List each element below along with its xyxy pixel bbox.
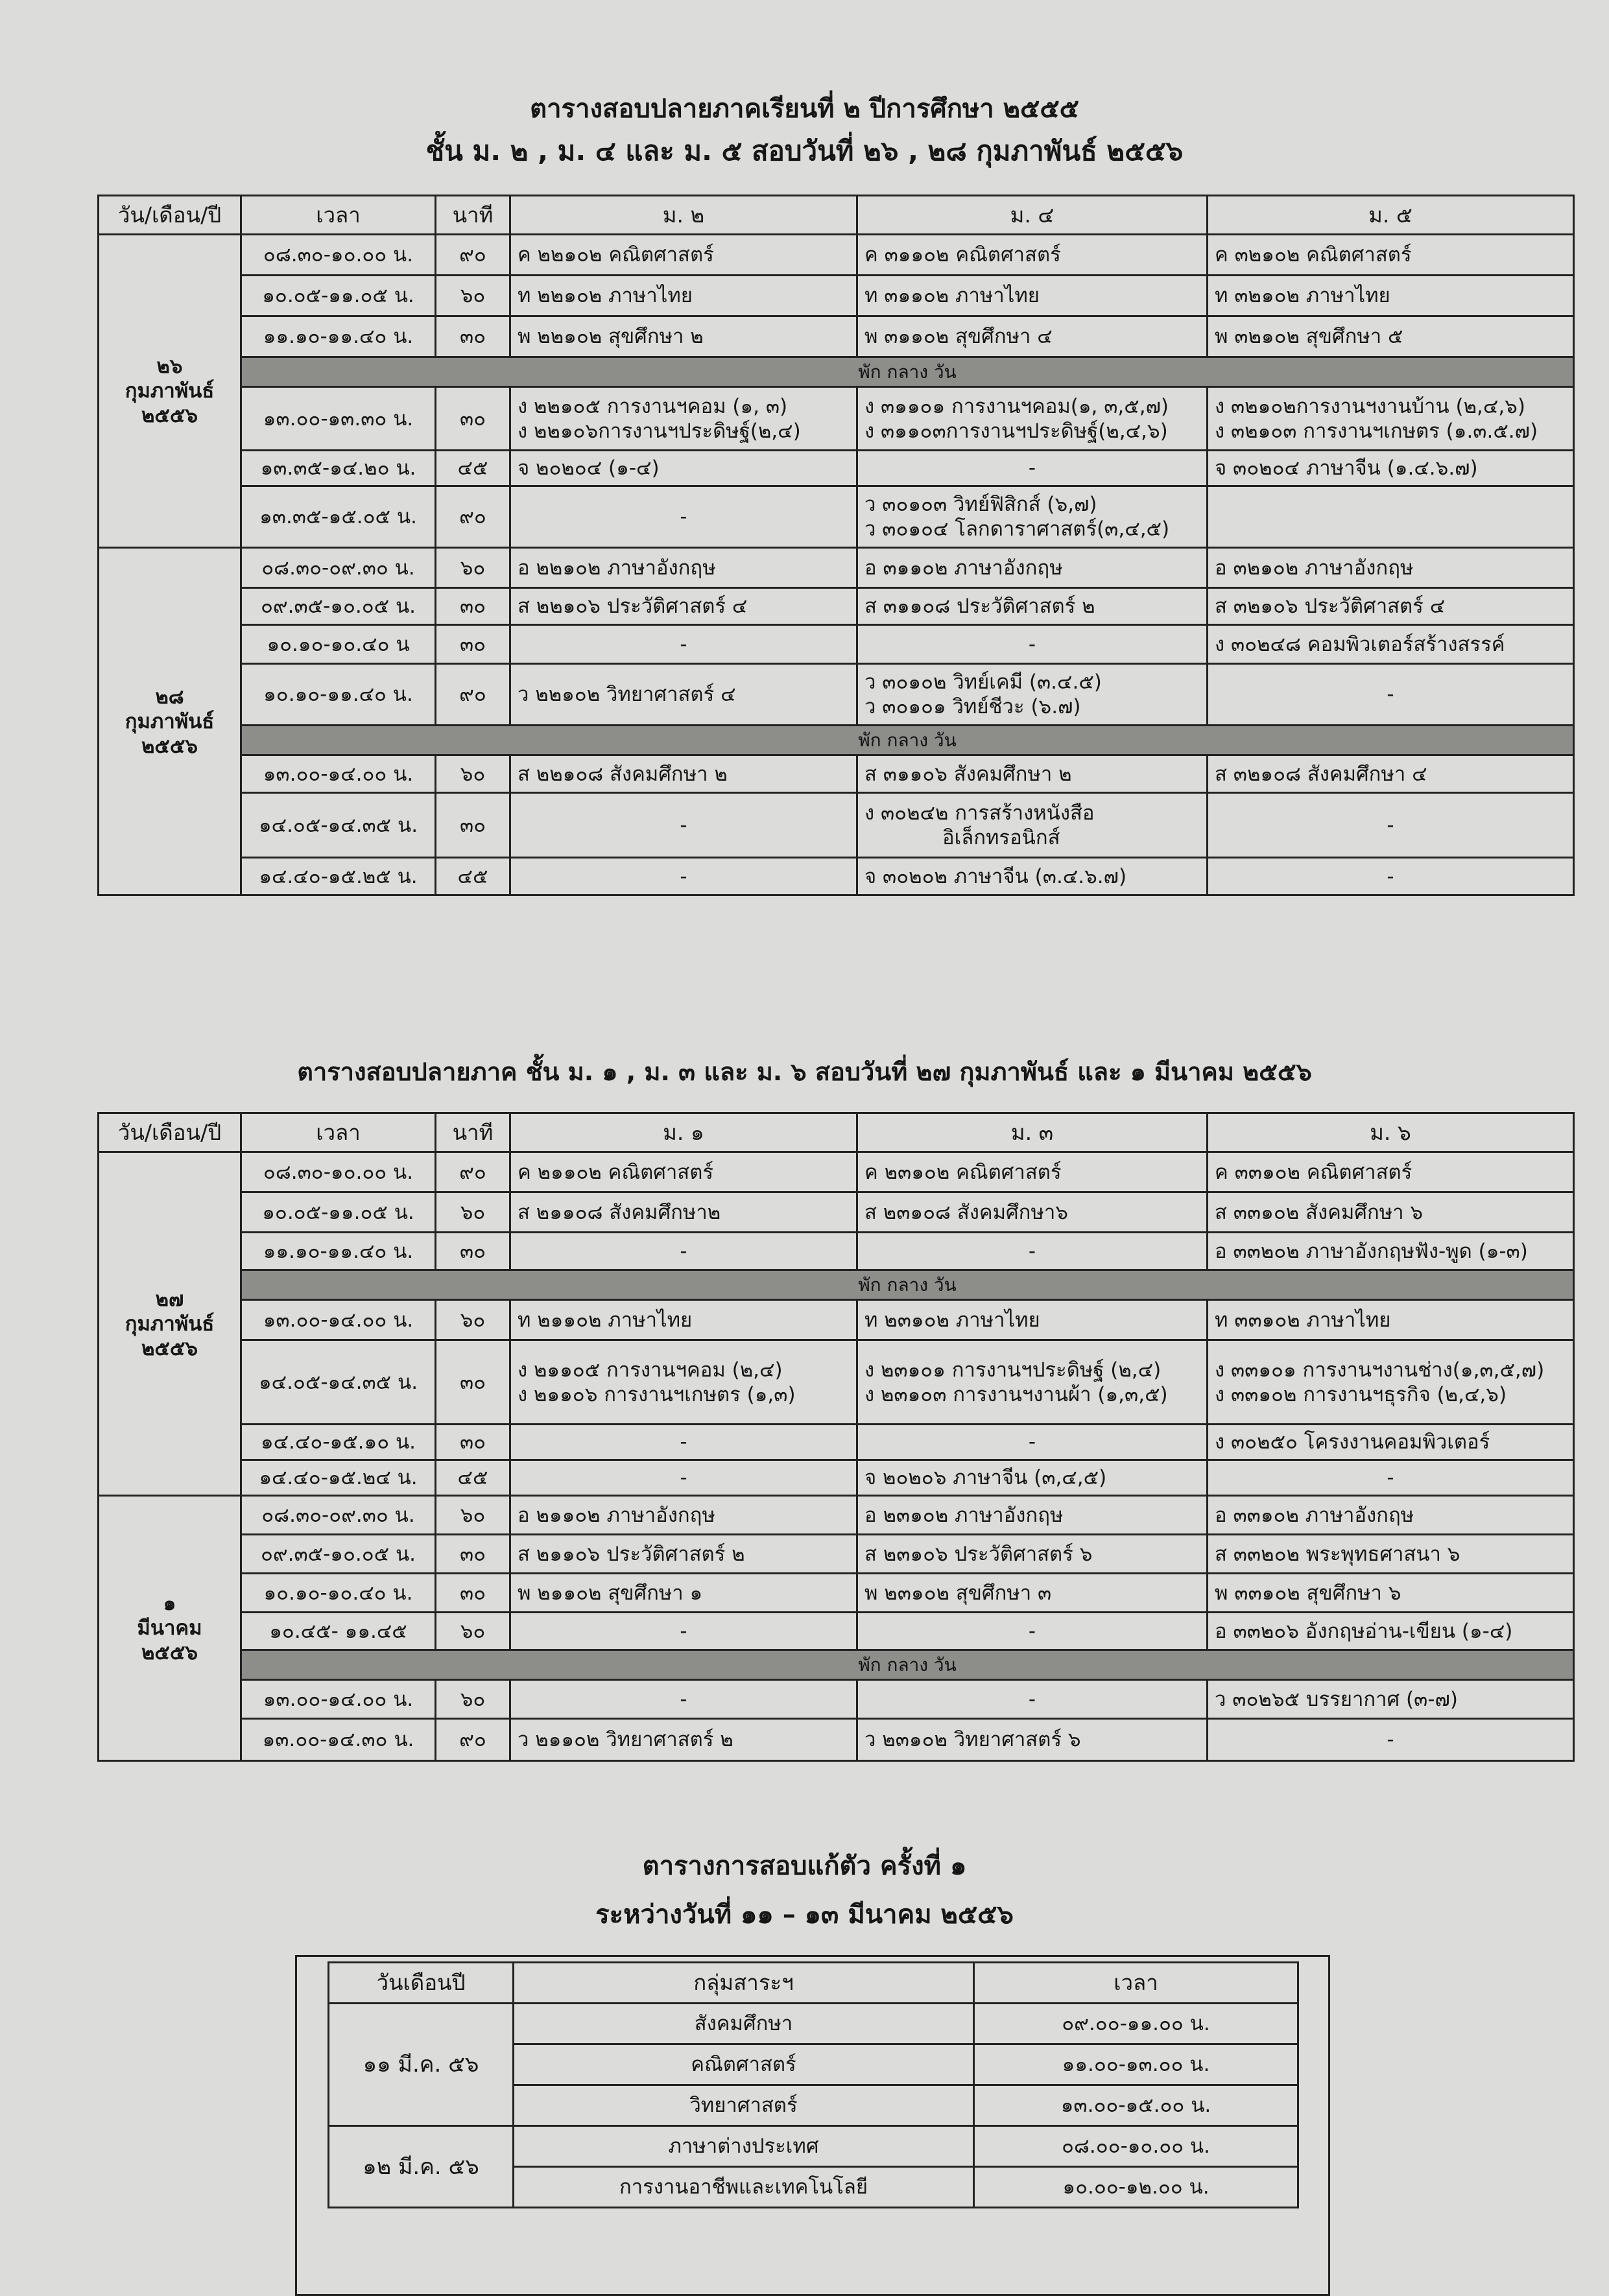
minutes-cell: ๓๐	[436, 1233, 510, 1270]
table3	[328, 1961, 1299, 2208]
minutes-cell: ๓๐	[436, 316, 510, 357]
time-cell: ๑๐.๑๐-๑๐.๔๐ น	[241, 625, 436, 664]
lunch-break-label: พัก กลาง วัน	[241, 726, 1574, 755]
minutes-cell: ๖๐	[436, 548, 510, 588]
table-row	[99, 1192, 1574, 1233]
date-day: ๒๗	[155, 1287, 184, 1311]
subject-cell: -	[510, 1613, 857, 1650]
time-cell: ๑๑.๐๐-๑๓.๐๐ น.	[974, 2044, 1298, 2085]
header-time: เวลา	[974, 1963, 1298, 2004]
subject-cell: ส ๓๓๑๐๒ สังคมศึกษา ๖	[1208, 1192, 1574, 1233]
table2-title: ตารางสอบปลายภาค ชั้น ม. ๑ , ม. ๓ และ ม. ๖ สอบวันที่ ๒๗ กุมภาพันธ์ และ ๑ มีนาคม ๒๕๕๖	[297, 1058, 1312, 1086]
subject-line: ง ๓๓๑๐๑ การงานฯงานช่าง(๑,๓,๕,๗)	[1215, 1358, 1545, 1382]
table3-subtitle: ระหว่างวันที่ ๑๑ – ๑๓ มีนาคม ๒๕๕๖	[595, 1900, 1014, 1930]
date-month: มีนาคม	[137, 1616, 202, 1640]
table-row	[99, 1719, 1574, 1761]
subject-line: ง ๒๒๑๐๕ การงานฯคอม (๑, ๓)	[518, 394, 788, 418]
time-cell: ๑๓.๐๐-๑๓.๓๐ น.	[241, 387, 436, 451]
time-cell: ๑๐.๑๐-๑๑.๔๐ น.	[241, 664, 436, 726]
subject-cell: อ ๓๓๒๐๖ อังกฤษอ่าน-เขียน (๑-๔)	[1208, 1613, 1574, 1650]
date-day: ๑	[163, 1592, 176, 1615]
subject-cell	[857, 793, 1208, 858]
time-cell: ๑๓.๐๐-๑๕.๐๐ น.	[974, 2085, 1298, 2126]
minutes-cell: ๓๐	[436, 793, 510, 858]
subject-cell	[857, 387, 1208, 451]
subject-cell: ว ๒๓๑๐๒ วิทยาศาสตร์ ๖	[857, 1719, 1208, 1761]
subject-group-cell: ภาษาต่างประเทศ	[514, 2126, 974, 2167]
subject-line: ง ๒๑๑๐๖ การงานฯเกษตร (๑,๓)	[518, 1382, 796, 1406]
subject-cell: ค ๒๑๑๐๒ คณิตศาสตร์	[510, 1152, 857, 1192]
subject-line: ว ๓๐๑๐๒ วิทย์เคมี (๓.๔.๕)	[864, 670, 1102, 694]
table-row	[99, 625, 1574, 664]
date-cell: ๑๑ มี.ค. ๕๖	[329, 2004, 514, 2126]
time-cell: ๑๓.๓๕-๑๕.๐๕ น.	[241, 486, 436, 548]
subject-cell: อ ๓๑๑๐๒ ภาษาอังกฤษ	[857, 548, 1208, 588]
minutes-cell: ๓๐	[436, 387, 510, 451]
subject-cell: -	[510, 486, 857, 548]
date-month: กุมภาพันธ์	[125, 1312, 215, 1336]
subject-cell: -	[510, 1680, 857, 1719]
subject-cell: ส ๓๒๑๐๖ ประวัติศาสตร์ ๔	[1208, 588, 1574, 625]
lunch-break-label: พัก กลาง วัน	[241, 1270, 1574, 1300]
time-cell: ๑๐.๐๕-๑๑.๐๕ น.	[241, 1192, 436, 1233]
table-row	[99, 1460, 1574, 1496]
header-m1: ม. ๑	[510, 1113, 857, 1152]
subject-cell: ค ๒๒๑๐๒ คณิตศาสตร์	[510, 235, 857, 276]
subject-cell	[1208, 387, 1574, 451]
time-cell: ๑๔.๐๕-๑๔.๓๕ น.	[241, 793, 436, 858]
subject-cell: ส ๒๓๑๐๖ ประวัติศาสตร์ ๖	[857, 1535, 1208, 1574]
subject-cell: ง ๓๐๒๔๘ คอมพิวเตอร์สร้างสรรค์	[1208, 625, 1574, 664]
subject-cell: -	[1208, 858, 1574, 895]
table1-header	[99, 196, 1574, 235]
subject-line: อิเล็กทรอนิกส์	[942, 825, 1060, 849]
subject-line: ง ๓๒๑๐๒การงานฯงานบ้าน (๒,๔,๖)	[1215, 394, 1525, 418]
table-row	[329, 2126, 1298, 2167]
subject-cell: -	[510, 1460, 857, 1496]
time-cell: ๑๐.๑๐-๑๐.๔๐ น.	[241, 1574, 436, 1613]
subject-cell: ค ๒๓๑๐๒ คณิตศาสตร์	[857, 1152, 1208, 1192]
minutes-cell: ๓๐	[436, 625, 510, 664]
subject-cell: ท ๓๓๑๐๒ ภาษาไทย	[1208, 1300, 1574, 1340]
time-cell: ๑๔.๔๐-๑๕.๒๔ น.	[241, 1460, 436, 1496]
table1-subtitle: ชั้น ม. ๒ , ม. ๔ และ ม. ๕ สอบวันที่ ๒๖ , ๒๘ กุมภาพันธ์ ๒๕๕๖	[425, 135, 1184, 167]
subject-cell: ส ๓๓๒๐๒ พระพุทธศาสนา ๖	[1208, 1535, 1574, 1574]
table-row	[99, 664, 1574, 726]
date-year: ๒๕๕๖	[141, 1336, 198, 1360]
subject-cell: ว ๒๑๑๐๒ วิทยาศาสตร์ ๒	[510, 1719, 857, 1761]
subject-cell: -	[857, 1425, 1208, 1460]
table-row	[99, 755, 1574, 793]
table3-title: ตารางการสอบแก้ตัว ครั้งที่ ๑	[642, 1851, 967, 1881]
time-cell: ๑๔.๔๐-๑๕.๒๕ น.	[241, 858, 436, 895]
table-row	[99, 235, 1574, 276]
minutes-cell: ๙๐	[436, 1719, 510, 1761]
subject-cell: พ ๓๓๑๐๒ สุขศึกษา ๖	[1208, 1574, 1574, 1613]
subject-cell: ท ๓๑๑๐๒ ภาษาไทย	[857, 276, 1208, 316]
subject-cell: พ ๒๓๑๐๒ สุขศึกษา ๓	[857, 1574, 1208, 1613]
header-subject-group: กลุ่มสาระฯ	[514, 1963, 974, 2004]
header-date: วันเดือนปี	[329, 1963, 514, 2004]
date-month: กุมภาพันธ์	[125, 379, 215, 403]
subject-cell: -	[857, 451, 1208, 486]
minutes-cell: ๖๐	[436, 276, 510, 316]
header-time: เวลา	[241, 1113, 436, 1152]
header-time: เวลา	[241, 196, 436, 235]
time-cell: ๑๑.๑๐-๑๑.๔๐ น.	[241, 1233, 436, 1270]
subject-cell: ง ๓๐๒๕๐ โครงงานคอมพิวเตอร์	[1208, 1425, 1574, 1460]
subject-line: ว ๓๐๑๐๑ วิทย์ชีวะ (๖.๗)	[864, 695, 1081, 718]
subject-cell: -	[1208, 1719, 1574, 1761]
subject-cell: ส ๓๑๑๐๖ สังคมศึกษา ๒	[857, 755, 1208, 793]
subject-line: ง ๓๑๑๐๓การงานฯประดิษฐ์(๒,๔,๖)	[864, 419, 1168, 443]
subject-group-cell: สังคมศึกษา	[514, 2004, 974, 2044]
subject-line: ว ๓๐๑๐๓ วิทย์ฟิสิกส์ (๖,๗)	[864, 493, 1097, 516]
subject-cell: -	[1208, 664, 1574, 726]
table2-header	[99, 1113, 1574, 1152]
header-date: วัน/เดือน/ปี	[99, 1113, 241, 1152]
minutes-cell: ๖๐	[436, 1680, 510, 1719]
subject-line: ง ๓๒๑๐๓ การงานฯเกษตร (๑.๓.๕.๗)	[1215, 419, 1538, 443]
minutes-cell: ๙๐	[436, 664, 510, 726]
table-row	[99, 1300, 1574, 1340]
table-row	[99, 316, 1574, 357]
subject-line: ง ๓๐๒๔๒ การสร้างหนังสือ	[864, 801, 1095, 825]
table-row	[99, 858, 1574, 895]
minutes-cell: ๙๐	[436, 486, 510, 548]
table-row	[99, 1233, 1574, 1270]
subject-cell: อ ๒๒๑๐๒ ภาษาอังกฤษ	[510, 548, 857, 588]
minutes-cell: ๖๐	[436, 1613, 510, 1650]
subject-cell: จ ๒๐๒๐๔ (๑-๔)	[510, 451, 857, 486]
subject-cell	[510, 1340, 857, 1425]
subject-cell: ส ๒๑๑๐๘ สังคมศึกษา๒	[510, 1192, 857, 1233]
subject-cell: จ ๓๐๒๐๒ ภาษาจีน (๓.๔.๖.๗)	[857, 858, 1208, 895]
date-cell	[99, 548, 241, 895]
time-cell: ๑๔.๐๕-๑๔.๓๕ น.	[241, 1340, 436, 1425]
minutes-cell: ๖๐	[436, 1496, 510, 1535]
subject-cell: ค ๓๓๑๐๒ คณิตศาสตร์	[1208, 1152, 1574, 1192]
subject-cell: ส ๒๒๑๐๘ สังคมศึกษา ๒	[510, 755, 857, 793]
subject-cell	[857, 486, 1208, 548]
date-year: ๒๕๕๖	[141, 1641, 198, 1664]
time-cell: ๑๔.๔๐-๑๕.๑๐ น.	[241, 1425, 436, 1460]
subject-cell: ค ๓๒๑๐๒ คณิตศาสตร์	[1208, 235, 1574, 276]
subject-cell: -	[510, 1425, 857, 1460]
time-cell: ๑๐.๐๕-๑๑.๐๕ น.	[241, 276, 436, 316]
subject-cell: อ ๒๓๑๐๒ ภาษาอังกฤษ	[857, 1496, 1208, 1535]
subject-cell	[1208, 486, 1574, 548]
subject-line: ว ๓๐๑๐๔ โลกดาราศาสตร์(๓,๔,๕)	[864, 517, 1170, 541]
table-row	[99, 387, 1574, 451]
lunch-break-row	[99, 357, 1574, 387]
subject-cell: ว ๒๒๑๐๒ วิทยาศาสตร์ ๔	[510, 664, 857, 726]
subject-cell: พ ๒๒๑๐๒ สุขศึกษา ๒	[510, 316, 857, 357]
lunch-break-label: พัก กลาง วัน	[241, 1650, 1574, 1680]
date-year: ๒๕๕๖	[141, 734, 198, 758]
table-row	[99, 1496, 1574, 1535]
time-cell: ๐๘.๓๐-๑๐.๐๐ น.	[241, 235, 436, 276]
subject-cell: -	[857, 1680, 1208, 1719]
table-row	[99, 1574, 1574, 1613]
header-m6: ม. ๖	[1208, 1113, 1574, 1152]
lunch-break-row	[99, 726, 1574, 755]
minutes-cell: ๔๕	[436, 1460, 510, 1496]
table-row	[99, 1680, 1574, 1719]
subject-cell: -	[1208, 793, 1574, 858]
minutes-cell: ๓๐	[436, 588, 510, 625]
time-cell: ๐๘.๓๐-๑๐.๐๐ น.	[241, 1152, 436, 1192]
table1	[97, 195, 1575, 896]
header-minutes: นาที	[436, 1113, 510, 1152]
lunch-break-row	[99, 1650, 1574, 1680]
minutes-cell: ๔๕	[436, 858, 510, 895]
subject-cell	[510, 387, 857, 451]
lunch-break-label: พัก กลาง วัน	[241, 357, 1574, 387]
subject-line: ง ๓๓๑๐๒ การงานฯธุรกิจ (๒,๔,๖)	[1215, 1382, 1507, 1406]
subject-cell: ส ๒๓๑๐๘ สังคมศึกษา๖	[857, 1192, 1208, 1233]
date-day: ๒๖	[156, 355, 183, 378]
subject-cell: -	[510, 625, 857, 664]
table-row	[99, 1425, 1574, 1460]
minutes-cell: ๓๐	[436, 1535, 510, 1574]
header-m2: ม. ๒	[510, 196, 857, 235]
subject-cell	[1208, 1340, 1574, 1425]
subject-cell: พ ๓๒๑๐๒ สุขศึกษา ๕	[1208, 316, 1574, 357]
minutes-cell: ๙๐	[436, 235, 510, 276]
table2	[97, 1112, 1575, 1762]
table-row	[99, 588, 1574, 625]
minutes-cell: ๖๐	[436, 755, 510, 793]
header-m5: ม. ๕	[1208, 196, 1574, 235]
subject-cell: พ ๒๑๑๐๒ สุขศึกษา ๑	[510, 1574, 857, 1613]
subject-cell: อ ๒๑๑๐๒ ภาษาอังกฤษ	[510, 1496, 857, 1535]
minutes-cell: ๖๐	[436, 1300, 510, 1340]
table-row	[99, 1613, 1574, 1650]
table-row	[99, 1152, 1574, 1192]
date-cell	[99, 1496, 241, 1761]
minutes-cell: ๓๐	[436, 1340, 510, 1425]
time-cell: ๐๙.๓๕-๑๐.๐๕ น.	[241, 1535, 436, 1574]
subject-cell	[857, 664, 1208, 726]
time-cell: ๑๓.๓๕-๑๔.๒๐ น.	[241, 451, 436, 486]
time-cell: ๐๘.๐๐-๑๐.๐๐ น.	[974, 2126, 1298, 2167]
subject-line: ง ๒๒๑๐๖การงานฯประดิษฐ์(๒,๔)	[518, 419, 801, 443]
time-cell: ๑๓.๐๐-๑๔.๐๐ น.	[241, 755, 436, 793]
table-row	[99, 1340, 1574, 1425]
subject-cell: ส ๒๑๑๐๖ ประวัติศาสตร์ ๒	[510, 1535, 857, 1574]
minutes-cell: ๙๐	[436, 1152, 510, 1192]
subject-cell: ท ๓๒๑๐๒ ภาษาไทย	[1208, 276, 1574, 316]
time-cell: ๑๓.๐๐-๑๔.๓๐ น.	[241, 1719, 436, 1761]
subject-cell: ส ๓๒๑๐๘ สังคมศึกษา ๔	[1208, 755, 1574, 793]
table-row	[99, 451, 1574, 486]
table1-title: ตารางสอบปลายภาคเรียนที่ ๒ ปีการศึกษา ๒๕๕๕	[530, 94, 1079, 124]
time-cell: ๐๘.๓๐-๐๙.๓๐ น.	[241, 1496, 436, 1535]
subject-cell: จ ๒๐๒๐๖ ภาษาจีน (๓,๔,๕)	[857, 1460, 1208, 1496]
subject-cell: -	[510, 858, 857, 895]
date-cell	[99, 1152, 241, 1496]
subject-cell: -	[857, 1233, 1208, 1270]
subject-cell: จ ๓๐๒๐๔ ภาษาจีน (๑.๔.๖.๗)	[1208, 451, 1574, 486]
subject-cell: อ ๓๓๑๐๒ ภาษาอังกฤษ	[1208, 1496, 1574, 1535]
date-cell: ๑๒ มี.ค. ๕๖	[329, 2126, 514, 2208]
subject-cell: ท ๒๒๑๐๒ ภาษาไทย	[510, 276, 857, 316]
table3-header	[329, 1963, 1298, 2004]
subject-cell: ค ๓๑๑๐๒ คณิตศาสตร์	[857, 235, 1208, 276]
date-month: กุมภาพันธ์	[125, 709, 215, 733]
table-row	[99, 793, 1574, 858]
minutes-cell: ๓๐	[436, 1425, 510, 1460]
time-cell: ๑๓.๐๐-๑๔.๐๐ น.	[241, 1300, 436, 1340]
subject-cell: -	[1208, 1460, 1574, 1496]
time-cell: ๑๐.๐๐-๑๒.๐๐ น.	[974, 2167, 1298, 2208]
date-year: ๒๕๕๖	[141, 404, 198, 427]
subject-cell: พ ๓๑๑๐๒ สุขศึกษา ๔	[857, 316, 1208, 357]
subject-line: ง ๒๓๑๐๑ การงานฯประดิษฐ์ (๒,๔)	[864, 1358, 1162, 1382]
time-cell: ๑๑.๑๐-๑๑.๔๐ น.	[241, 316, 436, 357]
table-row	[99, 548, 1574, 588]
subject-cell: -	[510, 1233, 857, 1270]
subject-cell: -	[510, 793, 857, 858]
minutes-cell: ๔๕	[436, 451, 510, 486]
header-minutes: นาที	[436, 196, 510, 235]
time-cell: ๐๙.๐๐-๑๑.๐๐ น.	[974, 2004, 1298, 2044]
table-row	[99, 1535, 1574, 1574]
subject-cell: ว ๓๐๒๖๕ บรรยากาศ (๓-๗)	[1208, 1680, 1574, 1719]
subject-group-cell: คณิตศาสตร์	[514, 2044, 974, 2085]
subject-cell: ท ๒๑๑๐๒ ภาษาไทย	[510, 1300, 857, 1340]
table-row	[99, 276, 1574, 316]
subject-group-cell: การงานอาชีพและเทคโนโลยี	[514, 2167, 974, 2208]
header-m3: ม. ๓	[857, 1113, 1208, 1152]
subject-cell: -	[857, 625, 1208, 664]
subject-cell: อ ๓๓๒๐๒ ภาษาอังกฤษฟัง-พูด (๑-๓)	[1208, 1233, 1574, 1270]
time-cell: ๑๐.๔๕- ๑๑.๔๕	[241, 1613, 436, 1650]
minutes-cell: ๖๐	[436, 1192, 510, 1233]
subject-cell: ท ๒๓๑๐๒ ภาษาไทย	[857, 1300, 1208, 1340]
subject-cell	[857, 1340, 1208, 1425]
time-cell: ๑๓.๐๐-๑๔.๐๐ น.	[241, 1680, 436, 1719]
date-cell	[99, 235, 241, 548]
subject-line: ง ๓๑๑๐๑ การงานฯคอม(๑, ๓,๕,๗)	[864, 394, 1169, 418]
header-m4: ม. ๔	[857, 196, 1208, 235]
date-day: ๒๘	[155, 685, 184, 709]
subject-cell: -	[857, 1613, 1208, 1650]
subject-cell: ส ๓๑๑๐๘ ประวัติศาสตร์ ๒	[857, 588, 1208, 625]
subject-line: ง ๒๓๑๐๓ การงานฯงานผ้า (๑,๓,๕)	[864, 1382, 1168, 1406]
header-date: วัน/เดือน/ปี	[99, 196, 241, 235]
table-row	[329, 2004, 1298, 2044]
subject-group-cell: วิทยาศาสตร์	[514, 2085, 974, 2126]
time-cell: ๐๙.๓๕-๑๐.๐๕ น.	[241, 588, 436, 625]
table-row	[99, 486, 1574, 548]
minutes-cell: ๓๐	[436, 1574, 510, 1613]
subject-line: ง ๒๑๑๐๕ การงานฯคอม (๒,๔)	[518, 1358, 783, 1382]
subject-cell: อ ๓๒๑๐๒ ภาษาอังกฤษ	[1208, 548, 1574, 588]
lunch-break-row	[99, 1270, 1574, 1300]
subject-cell: ส ๒๒๑๐๖ ประวัติศาสตร์ ๔	[510, 588, 857, 625]
time-cell: ๐๘.๓๐-๐๙.๓๐ น.	[241, 548, 436, 588]
